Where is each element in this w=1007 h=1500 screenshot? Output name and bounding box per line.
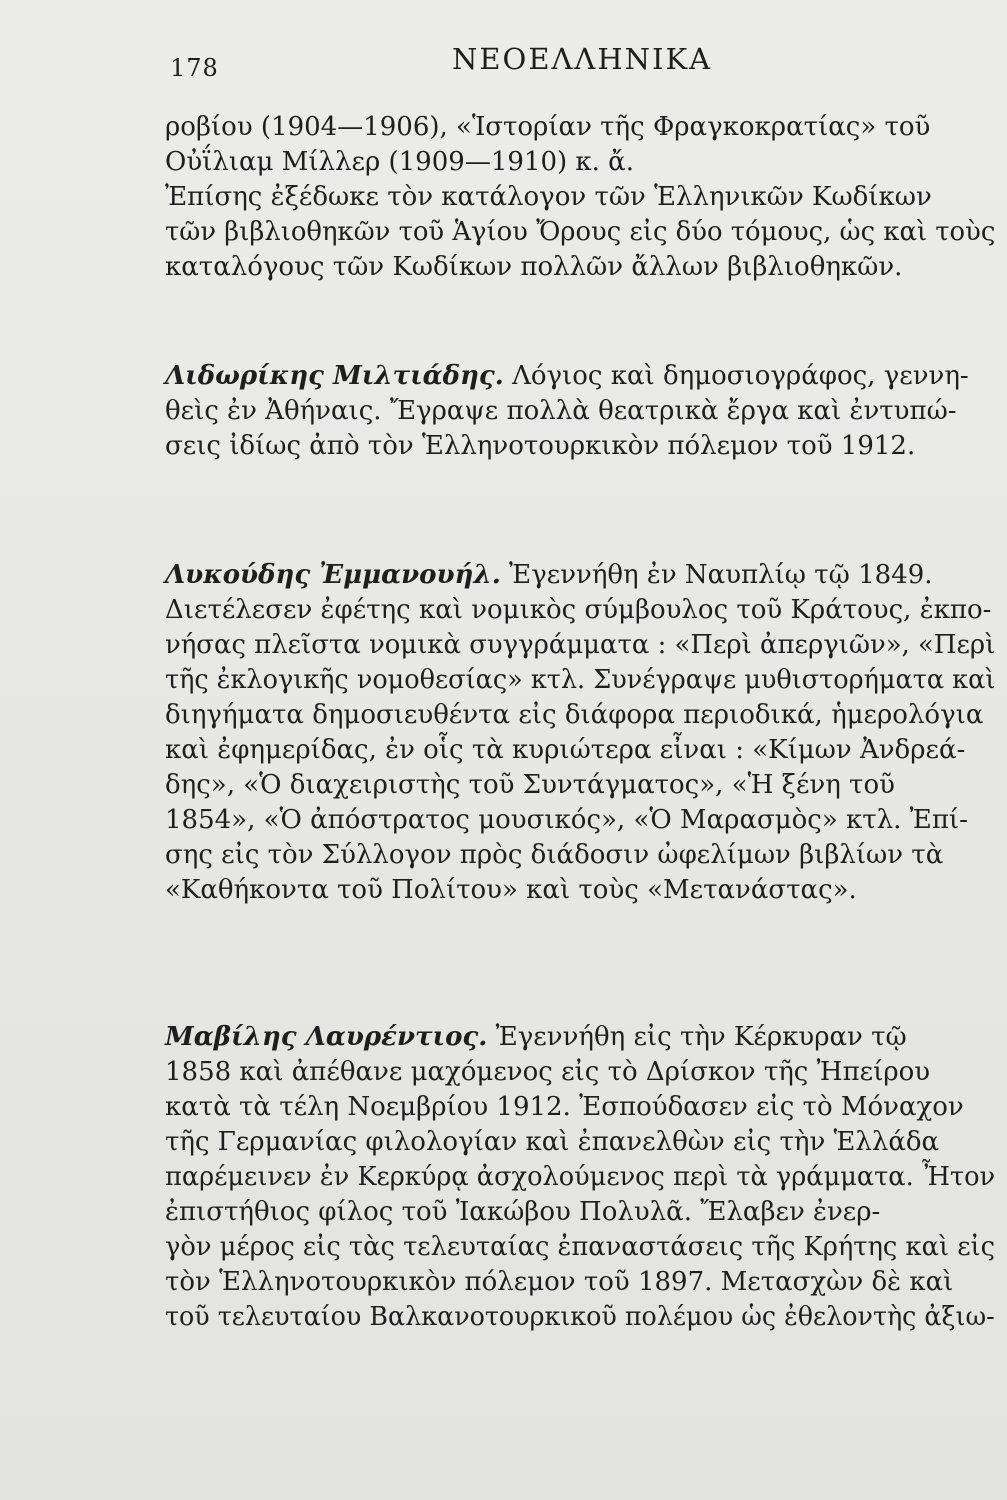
text-line: σεις ἰδίως ἀπὸ τὸν Ἑλληνοτουρκικὸν πόλεμον τοῦ 1912. [165,431,916,461]
text-line: κατὰ τὰ τέλη Νοεμβρίου 1912. Ἐσπούδασεν εἰς τὸ Μόναχον [165,1092,964,1122]
text-line: 1858 καὶ ἀπέθανε μαχόμενος εἰς τὸ Δρίσκον τῆς Ἠπείρου [165,1057,931,1087]
entry-first-line [165,1020,995,1055]
entry-mavilis [165,1020,995,1335]
text-line: παρέμεινεν ἐν Κερκύρᾳ ἀσχολούμενος περὶ τὰ γράμματα. Ἦτον [165,1162,996,1192]
intro-paragraph [165,110,995,285]
entry-text: Ἐγεννήθη εἰς τὴν Κέρκυραν τῷ [487,1022,907,1052]
text-line: διηγήματα δημοσιευθέντα εἰς διάφορα περιοδικά, ἡμερολόγια [165,700,984,730]
text-line: Ἐπίσης ἐξέδωκε τὸν κατάλογον τῶν Ἑλληνικῶν Κωδίκων [165,182,932,212]
text-line: τοῦ τελευταίου Βαλκανοτουρκικοῦ πολέμου ὡς ἐθελοντὴς ἀξιω- [165,1302,995,1332]
page-header [0,40,1007,80]
text-line: γὸν μέρος εἰς τὰς τελευταίας ἐπαναστάσεις τῆς Κρήτης καὶ εἰς [165,1232,996,1262]
text-line: Διετέλεσεν ἐφέτης καὶ νομικὸς σύμβουλος τοῦ Κράτους, ἐκπο- [165,595,992,625]
entry-lidorikis [165,359,995,464]
text-line: ροβίου (1904—1906), «Ἱστορίαν τῆς Φραγκοκρατίας» τοῦ [165,112,931,142]
text-line: νήσας πλεῖστα νομικὰ συγγράμματα : «Περὶ ἀπεργιῶν», «Περὶ [165,630,996,660]
text-line: τῆς Γερμανίας φιλολογίαν καὶ ἐπανελθὼν εἰς τὴν Ἑλλάδα [165,1127,940,1157]
text-line: «Καθήκοντα τοῦ Πολίτου» καὶ τοὺς «Μετανάστας». [165,875,857,905]
text-line: ἐπιστήθιος φίλος τοῦ Ἰακώβου Πολυλᾶ. Ἔλαβεν ἐνερ- [165,1197,881,1227]
entry-text: Ἐγεννήθη ἐν Ναυπλίῳ τῷ 1849. [500,560,933,590]
text-line: τὸν Ἑλληνοτουρκικὸν πόλεμον τοῦ 1897. Μετασχὼν δὲ καὶ [165,1267,954,1297]
text-line: καταλόγους τῶν Κωδίκων πολλῶν ἄλλων βιβλιοθηκῶν. [165,252,903,282]
page-number: 178 [170,54,219,82]
entry-lykoudis [165,558,995,908]
running-title: ΝΕΟΕΛΛΗΝΙΚΑ [452,42,713,76]
text-line: θεὶς ἐν Ἀθήναις. Ἔγραψε πολλὰ θεατρικὰ ἔργα καὶ ἐντυπώ- [165,396,957,426]
text-line: τῆς ἐκλογικῆς νομοθεσίας» κτλ. Συνέγραψε μυθιστορήματα καὶ [165,665,996,695]
entry-name: Λυκούδης Ἐμμανουήλ. [165,560,501,590]
text-line: δης», «Ὁ διαχειριστὴς τοῦ Συντάγματος», «Ἡ ξένη τοῦ [165,770,895,800]
text-line: 1854», «Ὁ ἀπόστρατος μουσικός», «Ὁ Μαρασμὸς» κτλ. Ἐπί- [165,805,968,835]
text-line: καὶ ἐφημερίδας, ἐν οἷς τὰ κυριώτερα εἶναι : «Κίμων Ἀνδρεά- [165,735,966,765]
text-line: σης εἰς τὸν Σύλλογον πρὸς διάδοσιν ὠφελίμων βιβλίων τὰ [165,840,944,870]
page-body [165,110,995,1335]
entry-first-line [165,359,995,394]
entry-first-line [165,558,995,593]
text-line: Οὐΐλιαμ Μίλλερ (1909—1910) κ. ἄ. [165,147,634,177]
entry-text: Λόγιος καὶ δημοσιογράφος, γεννη- [503,361,969,391]
entry-name: Μαβίλης Λαυρέντιος. [165,1022,488,1052]
entry-name: Λιδωρίκης Μιλτιάδης. [165,361,504,391]
text-line: τῶν βιβλιοθηκῶν τοῦ Ἁγίου Ὄρους εἰς δύο τόμους, ὡς καὶ τοὺς [165,217,996,247]
